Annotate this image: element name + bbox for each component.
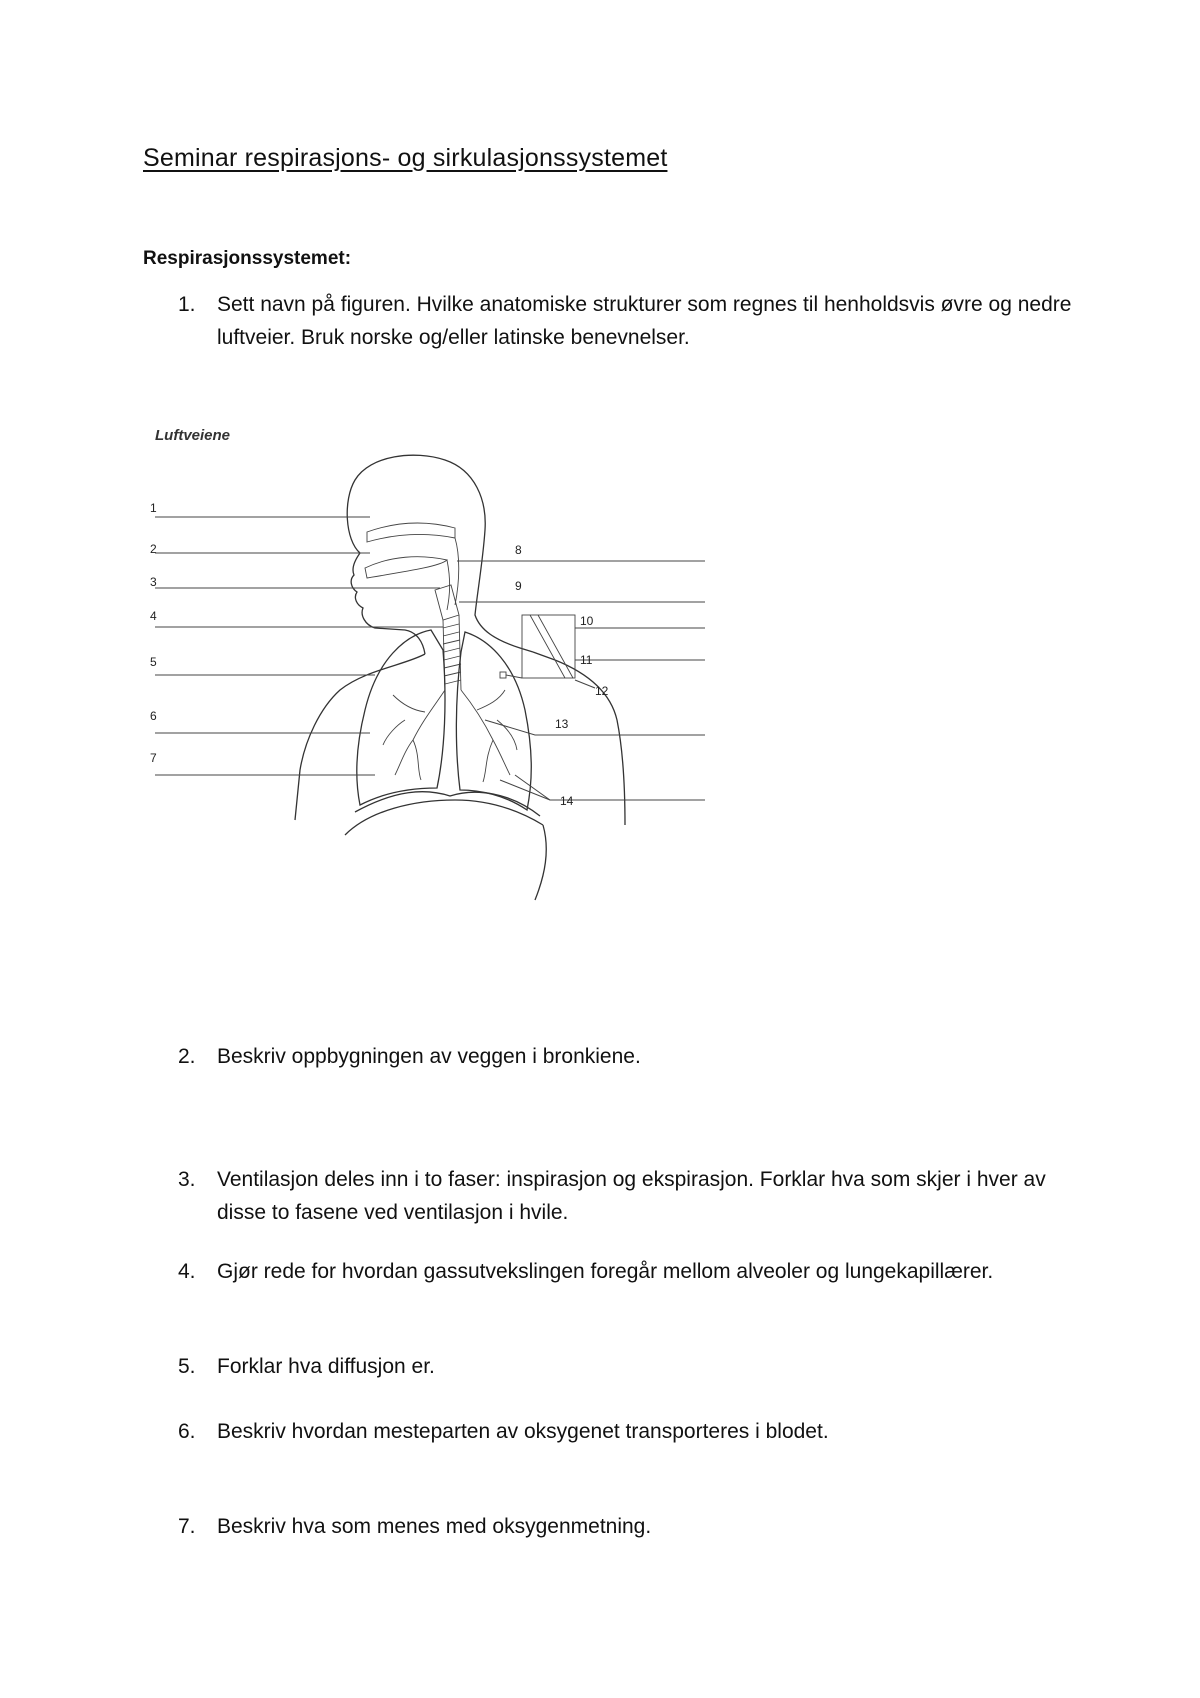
label-number: 7 bbox=[150, 751, 157, 765]
label-number: 10 bbox=[580, 614, 594, 628]
question-number: 3. bbox=[178, 1168, 196, 1191]
respiratory-system-figure bbox=[150, 420, 775, 940]
question-number: 6. bbox=[178, 1420, 196, 1443]
inset-pleura bbox=[530, 615, 573, 678]
left-bronchus bbox=[461, 690, 517, 782]
question-text: Sett navn på figuren. Hvilke anatomiske strukturer som regnes til henholdsvis øvre og nedre luftveier. Bruk norske og/eller latinske benevnelser. bbox=[217, 293, 1072, 349]
question-text: Beskriv hvordan mesteparten av oksygenet transporteres i blodet. bbox=[217, 1420, 829, 1443]
label-number: 14 bbox=[560, 794, 574, 808]
label-number: 4 bbox=[150, 609, 157, 623]
label-number: 8 bbox=[515, 543, 522, 557]
question-text: Beskriv oppbygningen av veggen i bronkiene. bbox=[217, 1045, 641, 1068]
oral-cavity bbox=[365, 557, 447, 578]
inset-marker bbox=[500, 672, 506, 678]
inset-box bbox=[522, 615, 575, 678]
face-outline bbox=[351, 553, 425, 654]
question-text: Gjør rede for hvordan gassutvekslingen foregår mellom alveoler og lungekapillærer. bbox=[217, 1260, 994, 1283]
right-bronchus bbox=[383, 690, 445, 780]
torso-side-outline bbox=[535, 825, 546, 900]
nasal-cavity bbox=[367, 523, 455, 542]
airway-diagram bbox=[150, 420, 775, 940]
label-number: 11 bbox=[580, 653, 593, 667]
figure-title: Luftveiene bbox=[155, 427, 231, 444]
head-outline bbox=[347, 455, 533, 652]
question-number: 4. bbox=[178, 1260, 196, 1283]
question-number: 5. bbox=[178, 1355, 196, 1378]
left-lung bbox=[456, 632, 531, 810]
question-number: 1. bbox=[178, 293, 196, 316]
section-heading: Respirasjonssystemet: bbox=[143, 248, 352, 269]
question-text: Ventilasjon deles inn i to faser: inspirasjon og ekspirasjon. Forklar hva som skjer i hver av disse to fasene ved ventilasjon i hvile. bbox=[217, 1168, 1046, 1224]
label-number: 12 bbox=[595, 684, 609, 698]
label-number: 3 bbox=[150, 575, 157, 589]
torso-lower-outline bbox=[345, 800, 543, 835]
question-number: 2. bbox=[178, 1045, 196, 1068]
label-number: 1 bbox=[150, 501, 157, 515]
question-number: 7. bbox=[178, 1515, 196, 1538]
page-title: Seminar respirasjons- og sirkulasjonssystemet bbox=[143, 144, 668, 172]
larynx bbox=[435, 585, 459, 620]
label-number: 5 bbox=[150, 655, 157, 669]
label-number: 6 bbox=[150, 709, 157, 723]
label-number: 13 bbox=[555, 717, 569, 731]
label-lines-right bbox=[457, 561, 705, 800]
label-number: 9 bbox=[515, 579, 522, 593]
question-text: Forklar hva diffusjon er. bbox=[217, 1355, 435, 1378]
pharynx bbox=[447, 538, 459, 610]
question-text: Beskriv hva som menes med oksygenmetning. bbox=[217, 1515, 652, 1538]
right-lung bbox=[357, 630, 445, 805]
label-number: 2 bbox=[150, 542, 157, 556]
